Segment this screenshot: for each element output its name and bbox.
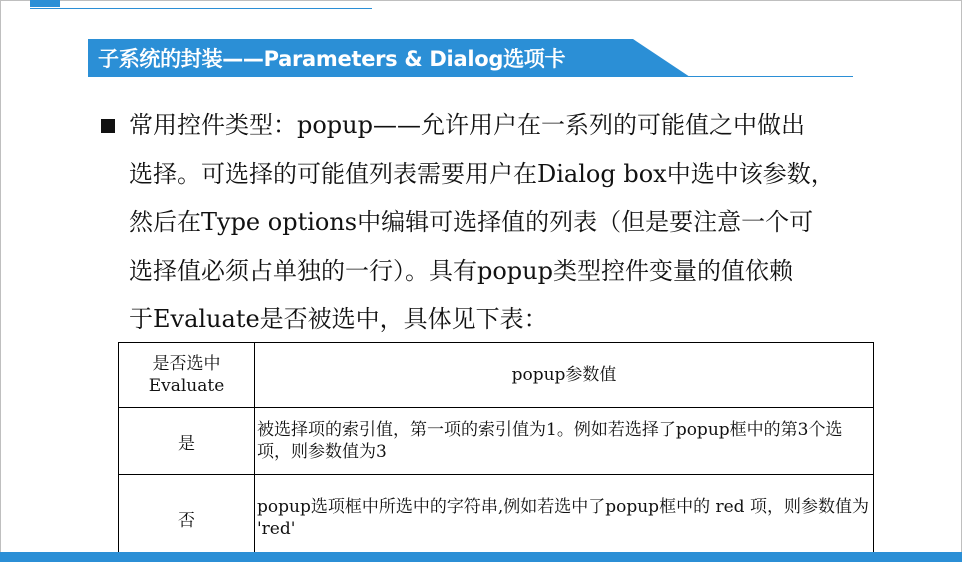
- cell-value-yes: 被选择项的索引值，第一项的索引值为1。例如若选择了popup框中的第3个选项，则参数值为3: [255, 408, 874, 475]
- header-evaluate: [119, 343, 255, 408]
- paragraph-line: 常用控件类型：popup——允许用户在一系列的可能值之中做出: [129, 111, 805, 139]
- paragraph-line: 于Evaluate是否被选中，具体见下表：: [129, 305, 548, 333]
- body-paragraph: [129, 101, 869, 344]
- header-evaluate-line1: 是否选中: [152, 354, 221, 374]
- bottom-accent-bar: [0, 552, 962, 562]
- top-accent-bar: [30, 0, 60, 7]
- paragraph-line: 选择值必须占单独的一行）。具有popup类型控件变量的值依赖: [129, 256, 793, 285]
- table-header-row: [119, 343, 874, 408]
- evaluate-popup-table: [118, 342, 874, 562]
- cell-evaluate-no: 否: [119, 475, 255, 562]
- square-bullet-icon: [101, 119, 115, 133]
- paragraph-line: 然后在Type options中编辑可选择值的列表（但是要注意一个可: [129, 208, 814, 236]
- cell-value-no: popup选项框中所选中的字符串,例如若选中了popup框中的 red 项，则参数值为 'red': [255, 475, 874, 562]
- cell-evaluate-yes: 是: [119, 408, 255, 475]
- paragraph-line: 选择。可选择的可能值列表需要用户在Dialog box中选中该参数，: [129, 159, 835, 188]
- header-evaluate-line2: Evaluate: [148, 376, 225, 396]
- header-popup-value: popup参数值: [255, 343, 874, 408]
- table-row: [119, 475, 874, 562]
- top-accent-line: [30, 8, 372, 9]
- title-underline: [88, 76, 853, 77]
- table-row: [119, 408, 874, 475]
- slide-title: 子系统的封装——Parameters & Dialog选项卡: [98, 47, 566, 71]
